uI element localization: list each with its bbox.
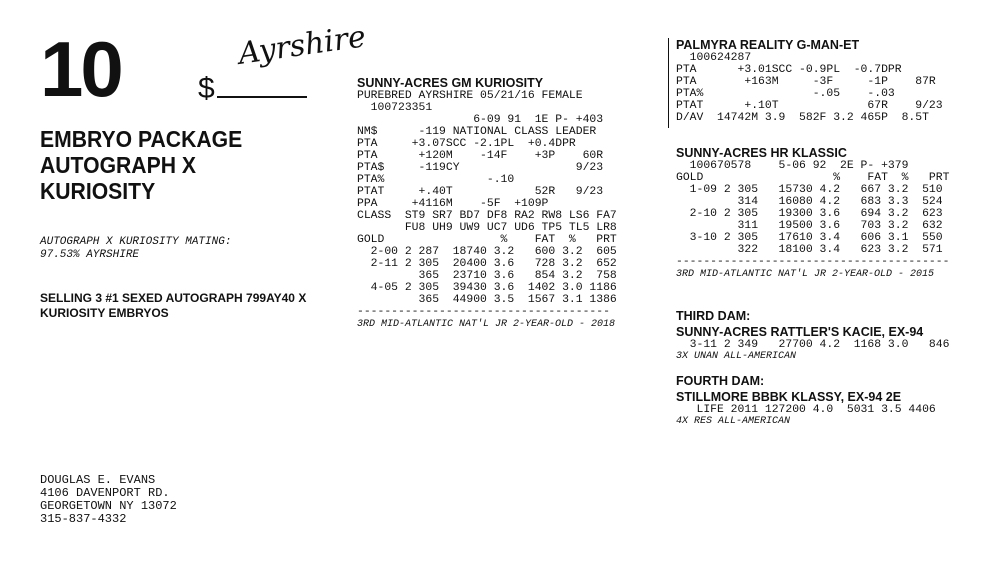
mating-line: 97.53% AYRSHIRE	[40, 249, 140, 261]
sire-divider	[668, 38, 669, 128]
second-dam-record-line: 3-10 2 305 17610 3.4 606 3.1 550	[676, 232, 943, 244]
sire-pedigree	[676, 38, 943, 124]
price-field	[198, 72, 307, 106]
dam-record-line: 6-09 91 1E P- +403	[357, 114, 604, 126]
dam-record-line: 2-00 2 287 18740 3.2 600 3.2 605	[357, 246, 617, 258]
sire-record-line: PTA +3.01SCC -0.9PL -0.7DPR	[676, 64, 902, 76]
sire-name: PALMYRA REALITY G-MAN-ET	[676, 38, 860, 52]
consignor-phone: 315-837-4332	[40, 512, 127, 526]
dam-record-line: NM$ -119 NATIONAL CLASS LEADER	[357, 126, 597, 138]
sire-record-line: D/AV 14742M 3.9 582F 3.2 465P 8.5T	[676, 112, 929, 124]
price-symbol: $	[198, 72, 215, 105]
consignor-address: 4106 DAVENPORT RD.	[40, 486, 170, 500]
dam-record-line: PUREBRED AYRSHIRE 05/21/16 FEMALE	[357, 90, 583, 102]
dam-record-line: PTA +3.07SCC -2.1PL +0.4DPR	[357, 138, 576, 150]
second-dam-record-lines	[676, 160, 949, 268]
second-dam-footnote: 3RD MID-ATLANTIC NAT'L JR 2-YEAR-OLD - 2015	[676, 269, 935, 280]
price-blank-line	[217, 72, 307, 98]
sire-record-lines	[676, 52, 943, 124]
dam-record-line: 365 44900 3.5 1567 3.1 1386	[357, 294, 617, 306]
dam-record-line: FU8 UH9 UW9 UC7 UD6 TP5 TL5 LR8	[357, 222, 617, 234]
second-dam-record-line: 322 18100 3.4 623 3.2 571	[676, 244, 943, 256]
sire-record-line: PTA% -.05 -.03	[676, 88, 895, 100]
sire-record-line: 100624287	[676, 52, 752, 64]
second-dam-record-line: 314 16080 4.2 683 3.3 524	[676, 196, 943, 208]
second-dam-name: SUNNY-ACRES HR KLASSIC	[676, 146, 847, 160]
sire-record-line: PTA +163M -3F -1P 87R	[676, 76, 936, 88]
second-dam-record-line: 2-10 2 305 19300 3.6 694 3.2 623	[676, 208, 943, 220]
dam-record-line: PTA +120M -14F +3P 60R	[357, 150, 604, 162]
mating-line: AUTOGRAPH X KURIOSITY MATING:	[40, 236, 232, 248]
third-dam-footnote: 3X UNAN ALL-AMERICAN	[676, 351, 797, 362]
selling-line: KURIOSITY EMBRYOS	[40, 306, 169, 320]
dam-record-line: 365 23710 3.6 854 3.2 758	[357, 270, 617, 282]
second-dam-record-line: GOLD % FAT % PRT	[676, 172, 950, 184]
dam-record-line: 100723351	[357, 102, 433, 114]
consignor-name: DOUGLAS E. EVANS	[40, 473, 156, 487]
fourth-dam-record: LIFE 2011 127200 4.0 5031 3.5 4406	[676, 404, 936, 416]
consignor-contact	[40, 474, 177, 526]
package-title-line: AUTOGRAPH X	[40, 152, 196, 178]
fourth-dam-name: STILLMORE BBBK KLASSY, EX-94 2E	[676, 390, 902, 404]
second-dam-record-line: 311 19500 3.6 703 3.2 632	[676, 220, 943, 232]
consignor-city: GEORGETOWN NY 13072	[40, 499, 177, 513]
dam-record-line: 2-11 2 305 20400 3.6 728 3.2 652	[357, 258, 617, 270]
dam-record-lines	[357, 90, 617, 318]
dam-record-line: PTAT +.40T 52R 9/23	[357, 186, 604, 198]
package-title-line: KURIOSITY	[40, 178, 156, 204]
fourth-dam-section	[676, 374, 936, 427]
third-dam-section	[676, 309, 949, 362]
fourth-dam-heading: FOURTH DAM:	[676, 374, 765, 388]
second-dam-record-line: 100670578 5-06 92 2E P- +379	[676, 160, 909, 172]
mating-note	[40, 236, 231, 262]
third-dam-record: 3-11 2 349 27700 4.2 1168 3.0 846	[676, 339, 950, 351]
selling-note	[40, 291, 306, 321]
fourth-dam-footnote: 4X RES ALL-AMERICAN	[676, 416, 791, 427]
breed-script: Ayrshire	[236, 19, 368, 72]
third-dam-name: SUNNY-ACRES RATTLER'S KACIE, EX-94	[676, 325, 924, 339]
selling-line: SELLING 3 #1 SEXED AUTOGRAPH 799AY40 X	[40, 291, 307, 305]
sire-record-line: PTAT +.10T 67R 9/23	[676, 100, 943, 112]
second-dam-record-line: 1-09 2 305 15730 4.2 667 3.2 510	[676, 184, 943, 196]
package-title	[40, 126, 242, 204]
second-dam-pedigree	[676, 146, 949, 280]
dam-record-line: -------------------------------------	[357, 306, 610, 318]
third-dam-heading: THIRD DAM:	[676, 309, 751, 323]
dam-record-line: PTA% -.10	[357, 174, 515, 186]
lot-number: 10	[40, 25, 121, 113]
dam-record-line: PTA$ -119CY 9/23	[357, 162, 604, 174]
dam-record-line: PPA +4116M -5F +109P	[357, 198, 549, 210]
package-title-line: EMBRYO PACKAGE	[40, 126, 243, 152]
dam-name: SUNNY-ACRES GM KURIOSITY	[357, 76, 544, 90]
dam-record-line: GOLD % FAT % PRT	[357, 234, 617, 246]
dam-record-line: 4-05 2 305 39430 3.6 1402 3.0 1186	[357, 282, 617, 294]
dam-pedigree	[357, 76, 617, 330]
dam-footnote: 3RD MID-ATLANTIC NAT'L JR 2-YEAR-OLD - 2018	[357, 319, 616, 330]
second-dam-record-line: ----------------------------------------	[676, 256, 950, 268]
dam-record-line: CLASS ST9 SR7 BD7 DF8 RA2 RW8 LS6 FA7	[357, 210, 617, 222]
